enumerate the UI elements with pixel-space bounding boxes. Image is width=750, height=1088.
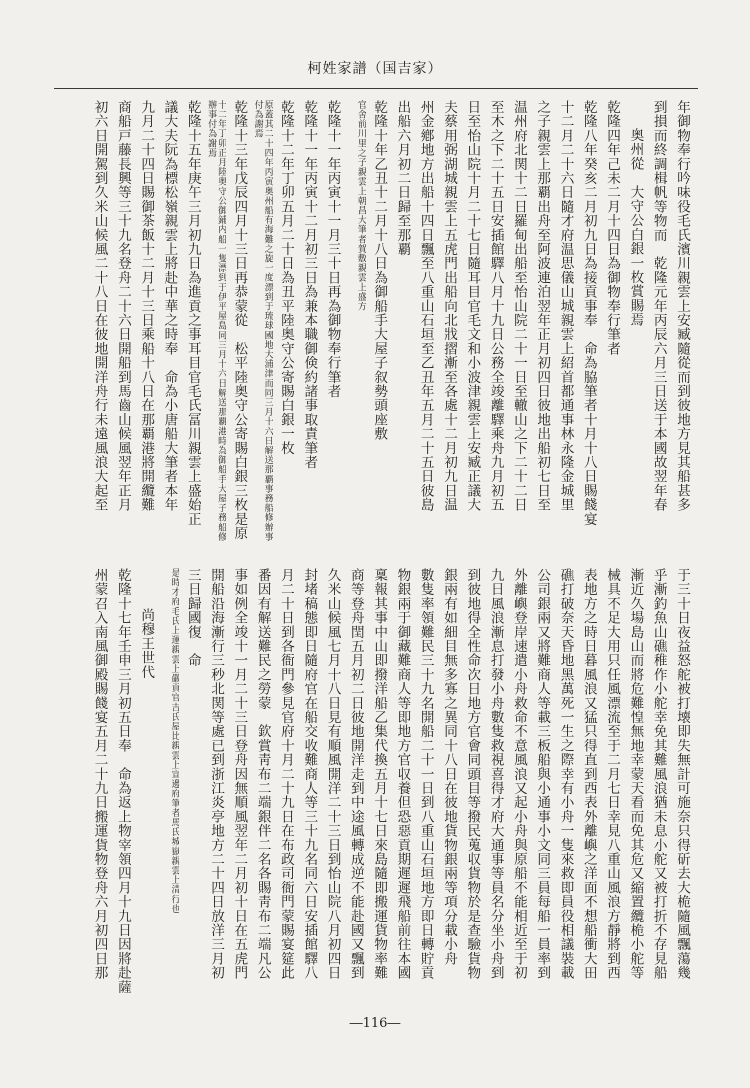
lower-text-column: 商等登舟閏五月初二日彼地開洋走到中途風轉成逆不能赴國又飄到 <box>347 568 364 980</box>
header-rule <box>54 88 698 89</box>
lower-text-column: 開船沿海漸行三秒北関等處已到浙江炎亭地方二十四日放洋三月初 <box>208 568 225 980</box>
lower-text-column: 乎漸釣魚山礁稚作小舵幸免其難風浪猶未息小舵又被打折不存見船 <box>650 568 667 980</box>
upper-text-column: 乾隆八年癸亥二月初九日為接貢事奉 命為脇筆者十月十八日賜餞宴 <box>580 100 597 526</box>
upper-text-column: 乾隆十二年丁卯五月二十日為丑平陸奥守公寄賜白銀一枚 <box>277 100 294 455</box>
upper-text-column: 至木之下二十五日安插館驛八月十九日公務全竣離驛乘舟九月初五 <box>487 100 504 512</box>
lower-text-column: 久米山候風七月十八日見有順風開洋二十三日到怡山院八月初四日 <box>324 568 341 980</box>
lower-text-column: 表地方之時日暮風浪又猛只得直到西表外離嶼之洋面不想船衝大田 <box>580 568 597 980</box>
running-header: 柯姓家譜（国吉家） <box>307 61 443 77</box>
lower-text-column: 于三十日夜益怒舵被打壊即失無計可施奈只得斫去大桅隨風飄蕩幾 <box>674 568 690 980</box>
upper-text-column: 到損而終調楫帆等物而 乾隆元年丙辰六月三日送于本國故翌年春 <box>650 100 667 512</box>
upper-text-column: 之子親雲上那覇出舟至阿波連泊翌年正月初四日彼地出船初七日至 <box>534 100 551 512</box>
lower-text-column: 外離嶼登岸速遣小舟救命不意風浪又起小舟與原船不能相近至于初 <box>510 568 527 980</box>
lower-text-column: 數隻率領難民三十九名開船二十一日到八重山石垣地方即日轉貯貢 <box>417 568 434 980</box>
lower-text-column: 州蒙召入南風御殿賜餞宴五月二十九日搬運貨物登舟六月初四日那 <box>91 568 108 980</box>
upper-text-annotation: 十二年丁卯正月陸奥守公御鋪内船一隻漂到于伊平屋島同三月十六日解送那覇港時為御船手大屋子務船修辦事付為謝焉 <box>206 100 227 542</box>
lower-text-column: 物銀兩于御藏難商人等即地方官収養但恐惡貢期遲遲飛船前往本國 <box>394 568 411 980</box>
upper-text-column: 温州府北関十二日羅甸出船至怡山院二十一日至轍山之下二十二日 <box>510 100 527 512</box>
lower-text-column: 番因有解送難民之勞蒙 欽賞靑布二端銀伴二名各賜靑布二端凡公 <box>254 568 271 980</box>
lower-text-column: 封堵稿態即日隨府官在船交收難商人等三十九名同六日安插館驛八 <box>301 568 318 980</box>
lower-text-column: 公司銀兩又將難商人等載三板船與小通事小文同三員每船一員率到 <box>534 568 551 980</box>
lower-text-column: 械具不足大用只任風漂流至于二月七日幸見八重山風浪方靜將到西 <box>604 568 621 980</box>
upper-text-column: 乾隆十年乙丑十二月十八日為御船手大屋子叙勢頭座敷 <box>371 100 388 441</box>
upper-text-column: 州金鄕地方出船十四日飄至八重山石垣至乙丑年五月二十五日彼島 <box>417 100 434 512</box>
lower-text-column: 九日風浪漸息打發小舟數隻救視喜得才府大通事等員名分坐小舟到 <box>487 568 504 980</box>
lower-text-column: 事如例全竣十一月二十三日登舟因無順風翌年二月初十日在五虎門 <box>231 568 248 980</box>
upper-text-column: 議大夫阮為標松嶺親雲上將赴中華之時奉 命為小唐船大筆者本年 <box>161 100 178 512</box>
lower-text-column: 尚穆王世代 <box>138 608 155 679</box>
upper-text-column: 奥州從 大守公白銀一枚賞賜焉 <box>627 128 644 327</box>
upper-text-annotation: 官舍前川里之子親雲上朝昌大筆者賀敷親雲上盛方 <box>355 100 366 312</box>
upper-text-column: 乾隆十五年庚午三月初九日為進貢之事耳目官毛氏冨川親雲上盛始正 <box>184 100 201 526</box>
lower-text-column: 礁打破奈天昏地黑萬死一生之際幸有小舟一隻來救即員役相議裝載 <box>557 568 574 980</box>
lower-text-block <box>90 568 692 1018</box>
upper-text-column: 商船戸藤長興等三十九名登舟二十六日開船到馬齒山候風翌年正月 <box>114 100 131 512</box>
upper-text-column: 日至怡山院十月二十七日隨耳目官毛文和小波津親雲上安臧正議大 <box>464 100 481 512</box>
lower-text-column: 銀兩有如細目無多寡之異同十八日在彼地貨物銀兩等項分載小舟 <box>441 568 458 966</box>
upper-text-annotation: 原蓋其二十四年丙寅奥州船有海難之旋一度漂到于琉球國地大浦津而同三月十六日解送那覇事務船修辦事付為謝焉 <box>252 100 273 542</box>
upper-text-column: 年御物奉行吟味役毛氏濱川親雲上安臧隨從而到彼地方見其船甚多 <box>674 100 690 512</box>
page-number: ―116― <box>349 1016 401 1031</box>
lower-text-column: 到彼地得全性命次日地方官會同頭目等撥民蒐収貨物於是查驗貨物 <box>464 568 481 980</box>
upper-text-column: 九月二十四日賜御茶飯十二月十三日乘船十八日在那覇港將開纜難 <box>138 100 155 512</box>
upper-text-column: 乾隆四年己未二月十四日為御物奉行筆者 <box>604 100 621 356</box>
lower-text-column: 乾隆十七年壬申三月初五日奉 命為返上物宰領四月十九日因將赴薩 <box>114 568 131 994</box>
lower-text-column: 漸近久場島山而將危難惶無地幸蒙天看而免其危又縮置纜桅小舵等 <box>627 568 644 980</box>
lower-text-column: 三日歸國復 命 <box>184 568 201 668</box>
upper-text-column: 乾隆十一年丙寅十一月三十日再為御物奉行筆者 <box>324 100 341 399</box>
upper-text-column: 乾隆十一年丙寅十二月初三日為兼本職御倹約諸事取責筆者 <box>301 100 318 470</box>
upper-text-column: 夫蔡用弼湖城親雲上五虎門出船向北戕摺漸至各處十二月初九日温 <box>441 100 458 512</box>
lower-text-annotation: 是時才府毛氏上運親雲上嚴貢官吉氏屋比親雲上宣邊府筆者馬氏城嶽親雲上清行也 <box>169 568 180 914</box>
upper-text-column: 十二月二十六日隨才府温思儀山城親雲上紹首都通事林永隆金城里 <box>557 100 574 512</box>
upper-text-column: 初六日開駕到久米山候風二十八日在彼地開洋舟行未遠風浪大起至 <box>91 100 108 512</box>
lower-text-column: 月二十日到各衙門參見官府十月二十九日在布政司衙門蒙賜宴筵此 <box>277 568 294 980</box>
upper-text-block <box>90 100 692 548</box>
upper-text-column: 乾隆十三年戊辰四月十三日再恭蒙從 松平陸奥守公寄賜白銀三枚是原 <box>231 100 248 541</box>
lower-text-column: 稟報其事中山即撥洋船乙集代換五月十七日來島隨即搬運貨物率難 <box>371 568 388 980</box>
upper-text-column: 出船六月初二日歸至那覇 <box>394 100 411 257</box>
